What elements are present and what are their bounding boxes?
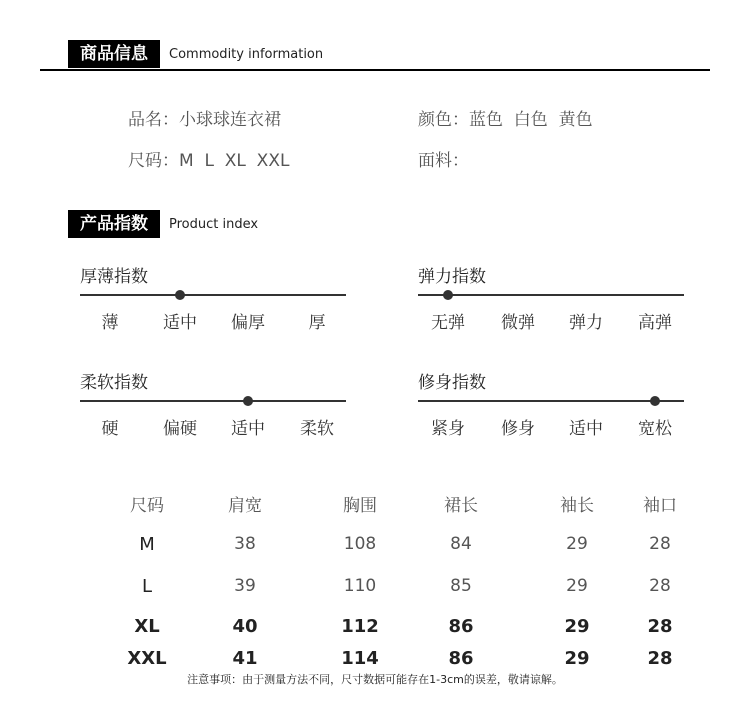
fit-index-title: 修身指数 bbox=[418, 373, 486, 393]
fit-index-option: 宽松 bbox=[638, 419, 672, 439]
product-fabric-field bbox=[418, 146, 469, 171]
product-size-value: M L XL XXL bbox=[179, 151, 290, 171]
table-cell-sleeve: 29 bbox=[566, 576, 588, 596]
column-header-cuff: 袖口 bbox=[643, 496, 677, 516]
table-cell-shoulder: 40 bbox=[232, 616, 258, 637]
product-color-label: 颜色： bbox=[418, 110, 469, 130]
softness-index-option: 适中 bbox=[231, 419, 265, 439]
fit-index-track bbox=[418, 400, 684, 402]
table-cell-length: 85 bbox=[450, 576, 472, 596]
measurement-note: 注意事项：由于测量方法不同，尺寸数据可能存在1-3cm的误差，敬请谅解。 bbox=[187, 673, 563, 686]
softness-index-marker bbox=[243, 396, 253, 406]
table-cell-size: L bbox=[141, 576, 153, 597]
softness-index-option: 硬 bbox=[101, 419, 119, 439]
table-cell-cuff: 28 bbox=[649, 534, 671, 554]
elasticity-index-option: 微弹 bbox=[501, 313, 535, 333]
table-cell-bust: 108 bbox=[343, 534, 377, 554]
thickness-index-title: 厚薄指数 bbox=[80, 267, 148, 287]
table-cell-sleeve: 29 bbox=[564, 616, 590, 637]
thickness-index-track bbox=[80, 294, 346, 296]
table-cell-cuff: 28 bbox=[647, 616, 673, 637]
softness-index-option: 柔软 bbox=[300, 419, 334, 439]
product-size-label: 尺码： bbox=[128, 151, 179, 171]
product-color-value: 蓝色 白色 黄色 bbox=[469, 110, 593, 130]
table-cell-length: 84 bbox=[450, 534, 472, 554]
thickness-index-option: 适中 bbox=[163, 313, 197, 333]
product-name-value: 小球球连衣裙 bbox=[179, 110, 281, 130]
softness-index-title: 柔软指数 bbox=[80, 373, 148, 393]
table-cell-length: 86 bbox=[448, 648, 474, 669]
thickness-index-option: 厚 bbox=[308, 313, 326, 333]
table-cell-shoulder: 41 bbox=[232, 648, 258, 669]
table-cell-size: M bbox=[139, 534, 155, 555]
thickness-index-option: 薄 bbox=[101, 313, 119, 333]
fit-index-option: 适中 bbox=[569, 419, 603, 439]
table-cell-sleeve: 29 bbox=[564, 648, 590, 669]
table-cell-size: XXL bbox=[127, 648, 167, 669]
fit-index-marker bbox=[650, 396, 660, 406]
elasticity-index-title: 弹力指数 bbox=[418, 267, 486, 287]
elasticity-index-marker bbox=[443, 290, 453, 300]
column-header-bust: 胸围 bbox=[343, 496, 377, 516]
softness-index-option: 偏硬 bbox=[163, 419, 197, 439]
product-fabric-label: 面料： bbox=[418, 151, 469, 171]
column-header-shoulder: 肩宽 bbox=[228, 496, 262, 516]
elasticity-index-option: 无弹 bbox=[431, 313, 465, 333]
fit-index-option: 紧身 bbox=[431, 419, 465, 439]
product-index-tag: 产品指数 bbox=[68, 210, 160, 238]
table-cell-size: XL bbox=[134, 616, 160, 637]
column-header-sleeve: 袖长 bbox=[560, 496, 594, 516]
table-cell-bust: 110 bbox=[343, 576, 377, 596]
product-index-subtitle: Product index bbox=[169, 217, 259, 232]
table-cell-shoulder: 38 bbox=[234, 534, 256, 554]
column-header-length: 裙长 bbox=[444, 496, 478, 516]
elasticity-index-track bbox=[418, 294, 684, 296]
softness-index-track bbox=[80, 400, 346, 402]
header-rule bbox=[40, 69, 710, 71]
table-cell-bust: 114 bbox=[341, 648, 379, 669]
product-size-field bbox=[128, 146, 289, 171]
commodity-info-subtitle: Commodity information bbox=[169, 47, 324, 62]
table-cell-cuff: 28 bbox=[647, 648, 673, 669]
table-cell-sleeve: 29 bbox=[566, 534, 588, 554]
fit-index-option: 修身 bbox=[501, 419, 535, 439]
table-cell-shoulder: 39 bbox=[234, 576, 256, 596]
elasticity-index-option: 弹力 bbox=[569, 313, 603, 333]
product-color-field bbox=[418, 105, 593, 130]
table-cell-length: 86 bbox=[448, 616, 474, 637]
commodity-info-tag: 商品信息 bbox=[68, 40, 160, 68]
table-cell-cuff: 28 bbox=[649, 576, 671, 596]
table-cell-bust: 112 bbox=[341, 616, 379, 637]
thickness-index-marker bbox=[175, 290, 185, 300]
product-name-field bbox=[128, 105, 281, 130]
product-name-label: 品名： bbox=[128, 110, 179, 130]
thickness-index-option: 偏厚 bbox=[231, 313, 265, 333]
elasticity-index-option: 高弹 bbox=[638, 313, 672, 333]
column-header-size: 尺码 bbox=[130, 496, 164, 516]
